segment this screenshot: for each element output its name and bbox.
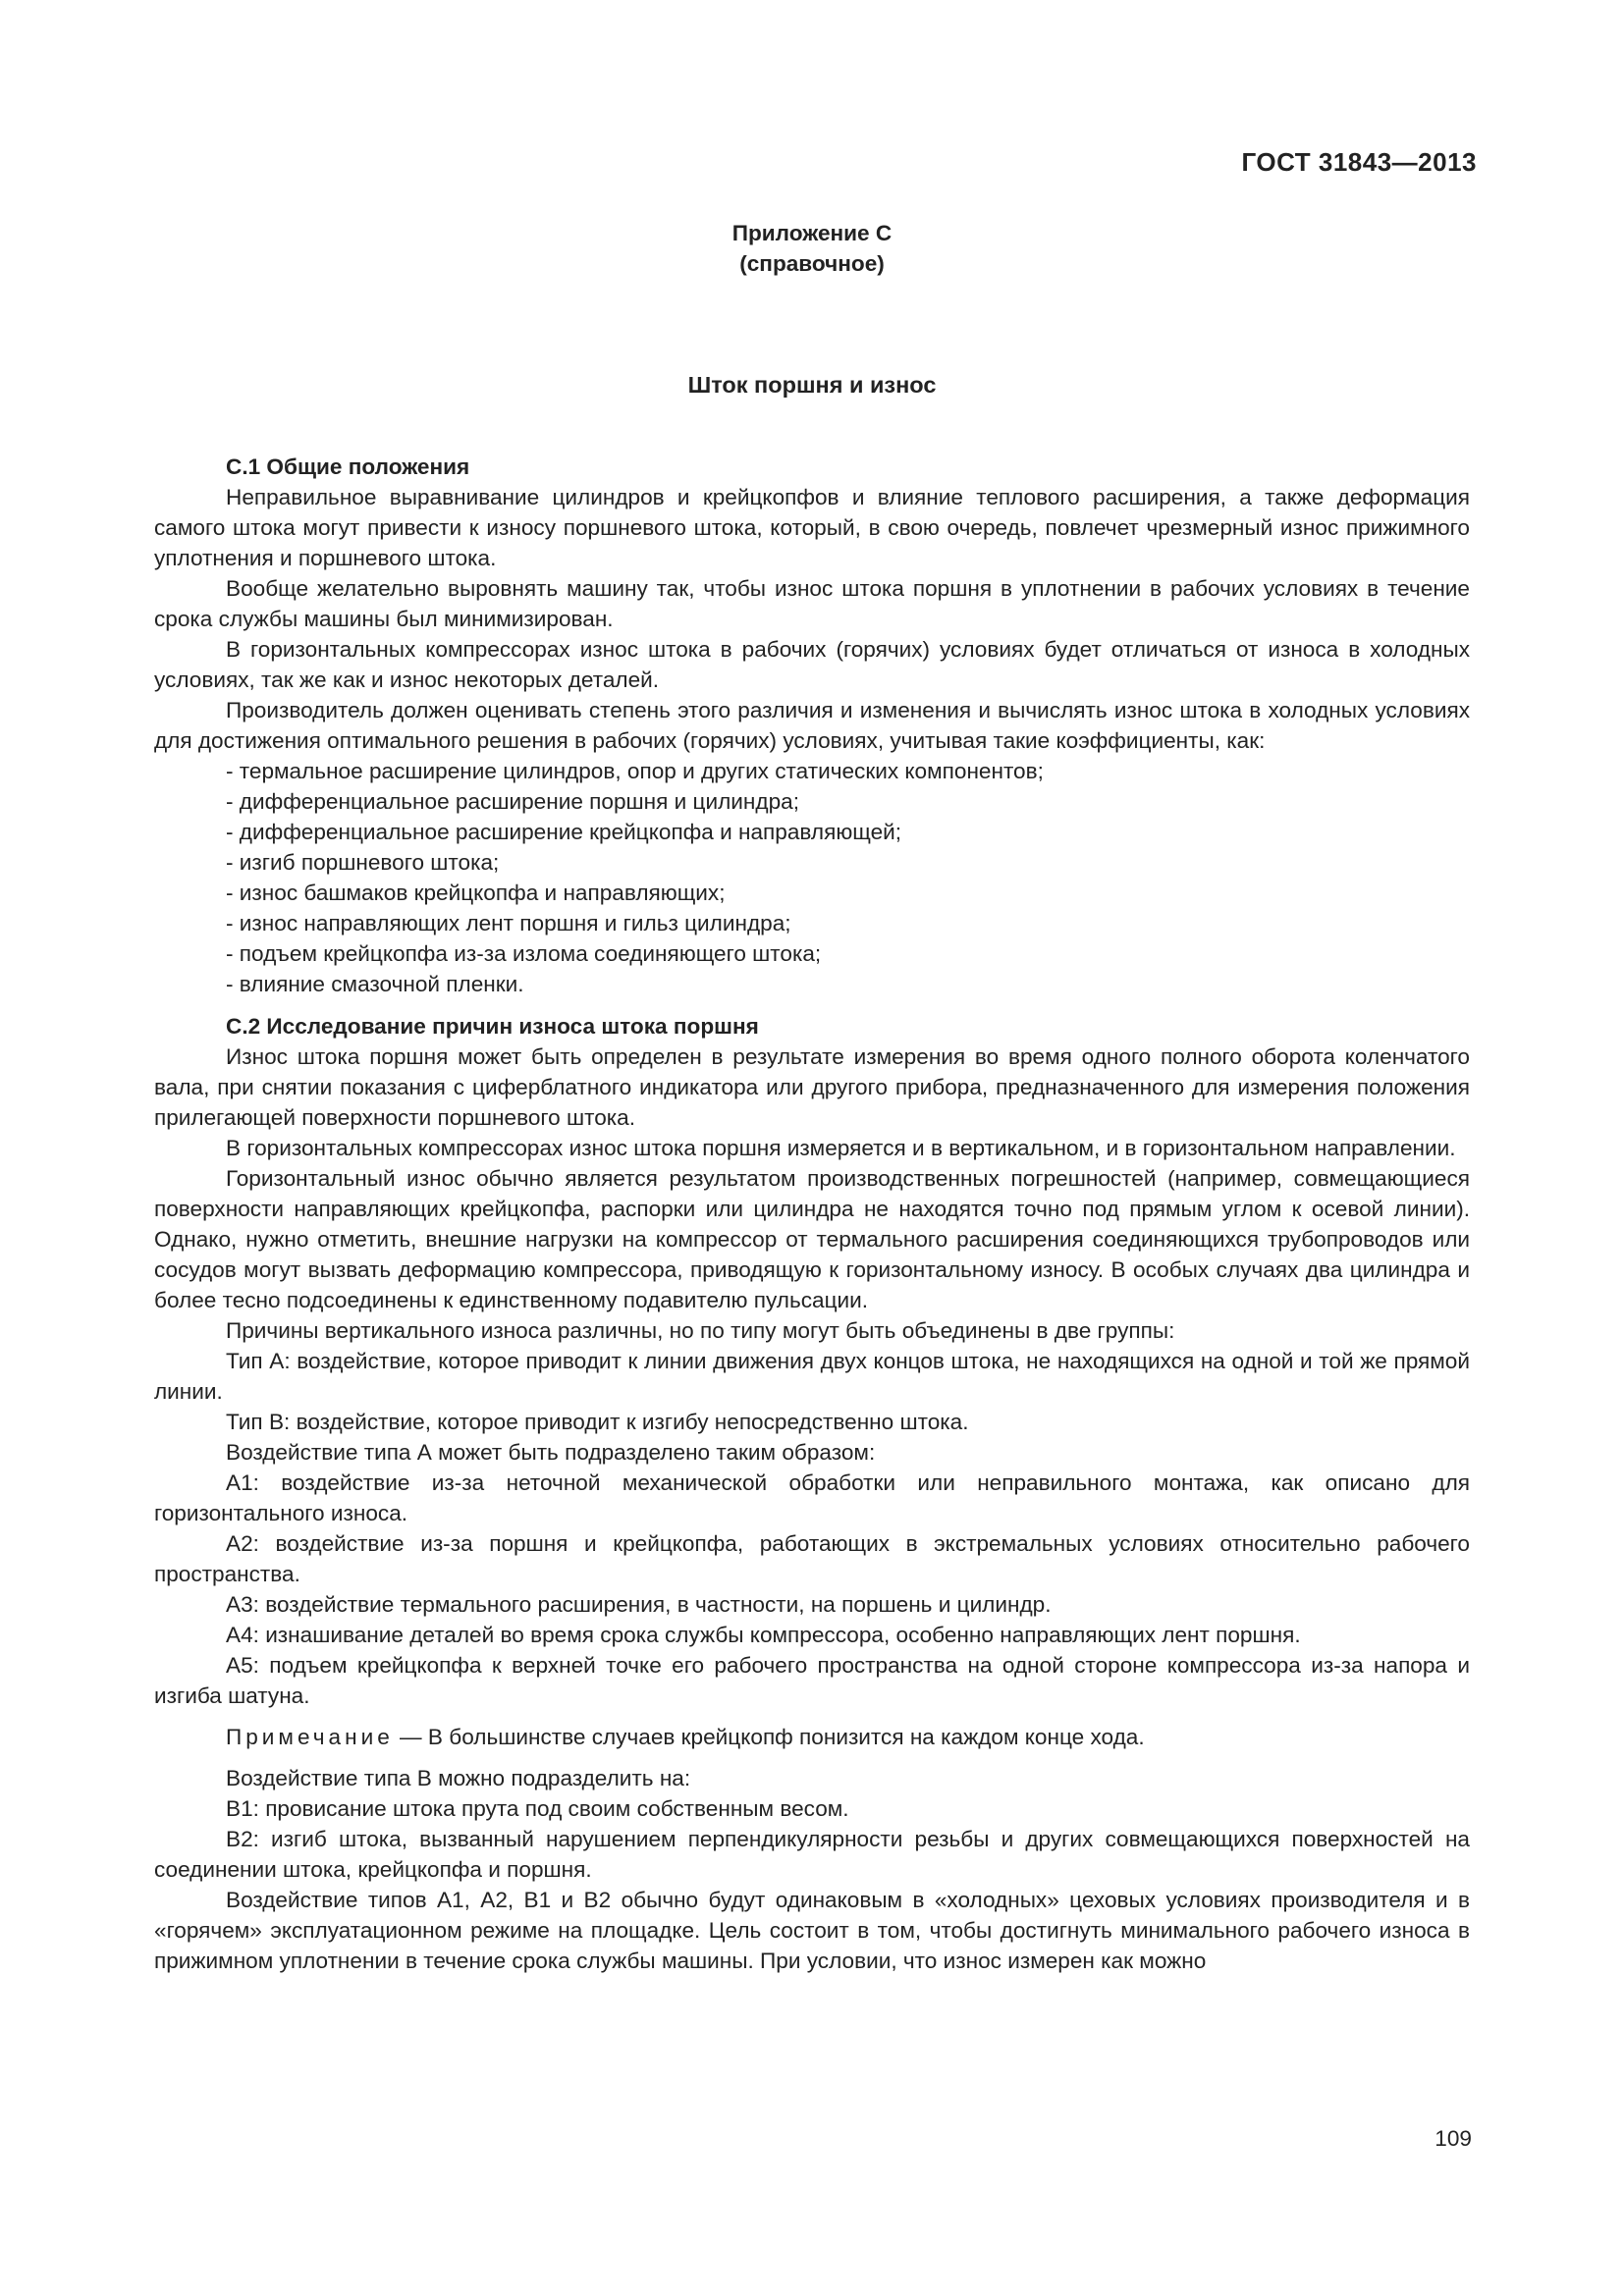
paragraph: Воздействие типа А может быть подразделено таким образом: (226, 1440, 876, 1465)
paragraph: Износ штока поршня может быть определен в результате измерения во время одного полного оборота коленчатого вала, при снятии показания с циферблатного индикатора или другого прибора, предназначенного для измерения положения прилегающей поверхности поршневого штока. (154, 1044, 1470, 1130)
note-label: Примечание (226, 1725, 394, 1749)
list-item: - влияние смазочной пленки. (226, 972, 524, 996)
paragraph: Воздействие типов А1, А2, В1 и В2 обычно будут одинаковым в «холодных» цеховых условиях производителя и в «горячем» эксплуатационном режиме на площадке. Цель состоит в том, чтобы достигнуть минимального рабочего износа в прижимном уплотнении в течение срока службы машины. При условии, что износ измерен как можно (154, 1888, 1470, 1973)
section-heading-c2: С.2 Исследование причин износа штока поршня (226, 1014, 759, 1039)
paragraph: Неправильное выравнивание цилиндров и крейцкопфов и влияние теплового расширения, а также деформация самого штока могут привести к износу поршневого штока, который, в свою очередь, повлечет чрезмерный износ прижимного уплотнения и поршневого штока. (154, 485, 1470, 570)
paragraph: Производитель должен оценивать степень этого различия и изменения и вычислять износ штока в холодных условиях для достижения оптимального решения в рабочих (горячих) условиях, учитывая такие коэффициенты, как: (154, 698, 1470, 753)
list-item: - износ направляющих лент поршня и гильз цилиндра; (226, 911, 791, 935)
paragraph: В1: провисание штока прута под своим собственным весом. (226, 1796, 849, 1821)
page-body (154, 218, 1470, 1976)
document-title: Шток поршня и износ (687, 372, 937, 398)
list-item: - подъем крейцкопфа из-за излома соединяющего штока; (226, 941, 822, 966)
paragraph: Горизонтальный износ обычно является результатом производственных погрешностей (например, совмещающиеся поверхности направляющих крейцкопфа, распорки или цилиндра не находятся точно под прямым углом к осевой линии). Однако, нужно отметить, внешние нагрузки на компрессор от термального расширения соединяющихся трубопроводов или сосудов могут вызвать деформацию компрессора, приводящую к горизонтальному износу. В особых случаях два цилиндра и более тесно подсоединены к единственному подавителю пульсации. (154, 1166, 1470, 1312)
paragraph: А1: воздействие из-за неточной механической обработки или неправильного монтажа, как описано для горизонтального износа. (154, 1470, 1470, 1525)
paragraph: Причины вертикального износа различны, но по типу могут быть объединены в две группы: (226, 1318, 1175, 1343)
appendix-title: Приложение С (731, 221, 893, 245)
list-item: - дифференциальное расширение крейцкопфа и направляющей; (226, 820, 902, 844)
note-text: — В большинстве случаев крейцкопф понизится на каждом конце хода. (393, 1725, 1145, 1749)
appendix-subtitle: (справочное) (739, 251, 885, 276)
section-heading-c1: С.1 Общие положения (226, 454, 470, 479)
paragraph: А4: изнашивание деталей во время срока службы компрессора, особенно направляющих лент поршня. (226, 1623, 1301, 1647)
note (154, 1722, 1470, 1752)
factor-list (154, 756, 1470, 999)
list-item: - термальное расширение цилиндров, опор и других статических компонентов; (226, 759, 1044, 783)
paragraph: А3: воздействие термального расширения, в частности, на поршень и цилиндр. (226, 1592, 1052, 1617)
paragraph: Вообще желательно выровнять машину так, чтобы износ штока поршня в уплотнении в рабочих условиях в течение срока службы машины был минимизирован. (154, 576, 1470, 631)
list-item: - износ башмаков крейцкопфа и направляющих; (226, 881, 726, 905)
paragraph: Тип В: воздействие, которое приводит к изгибу непосредственно штока. (226, 1410, 969, 1434)
list-item: - дифференциальное расширение поршня и цилиндра; (226, 789, 799, 814)
paragraph: Тип А: воздействие, которое приводит к линии движения двух концов штока, не находящихся на одной и той же прямой линии. (154, 1349, 1470, 1404)
paragraph: В горизонтальных компрессорах износ штока поршня измеряется и в вертикальном, и в горизонтальном направлении. (226, 1136, 1456, 1160)
paragraph: Воздействие типа В можно подразделить на: (226, 1766, 691, 1790)
paragraph: А2: воздействие из-за поршня и крейцкопфа, работающих в экстремальных условиях относительно рабочего пространства. (154, 1531, 1470, 1586)
page-number: 109 (1435, 2126, 1472, 2151)
list-item: - изгиб поршневого штока; (226, 850, 500, 875)
paragraph: А5: подъем крейцкопфа к верхней точке его рабочего пространства на одной стороне компрессора из-за напора и изгиба шатуна. (154, 1653, 1470, 1708)
standard-code: ГОСТ 31843—2013 (1241, 147, 1477, 177)
paragraph: В горизонтальных компрессорах износ штока в рабочих (горячих) условиях будет отличаться от износа в холодных условиях, так же как и износ некоторых деталей. (154, 637, 1470, 692)
paragraph: В2: изгиб штока, вызванный нарушением перпендикулярности резьбы и других совмещающихся поверхностей на соединении штока, крейцкопфа и поршня. (154, 1827, 1470, 1882)
